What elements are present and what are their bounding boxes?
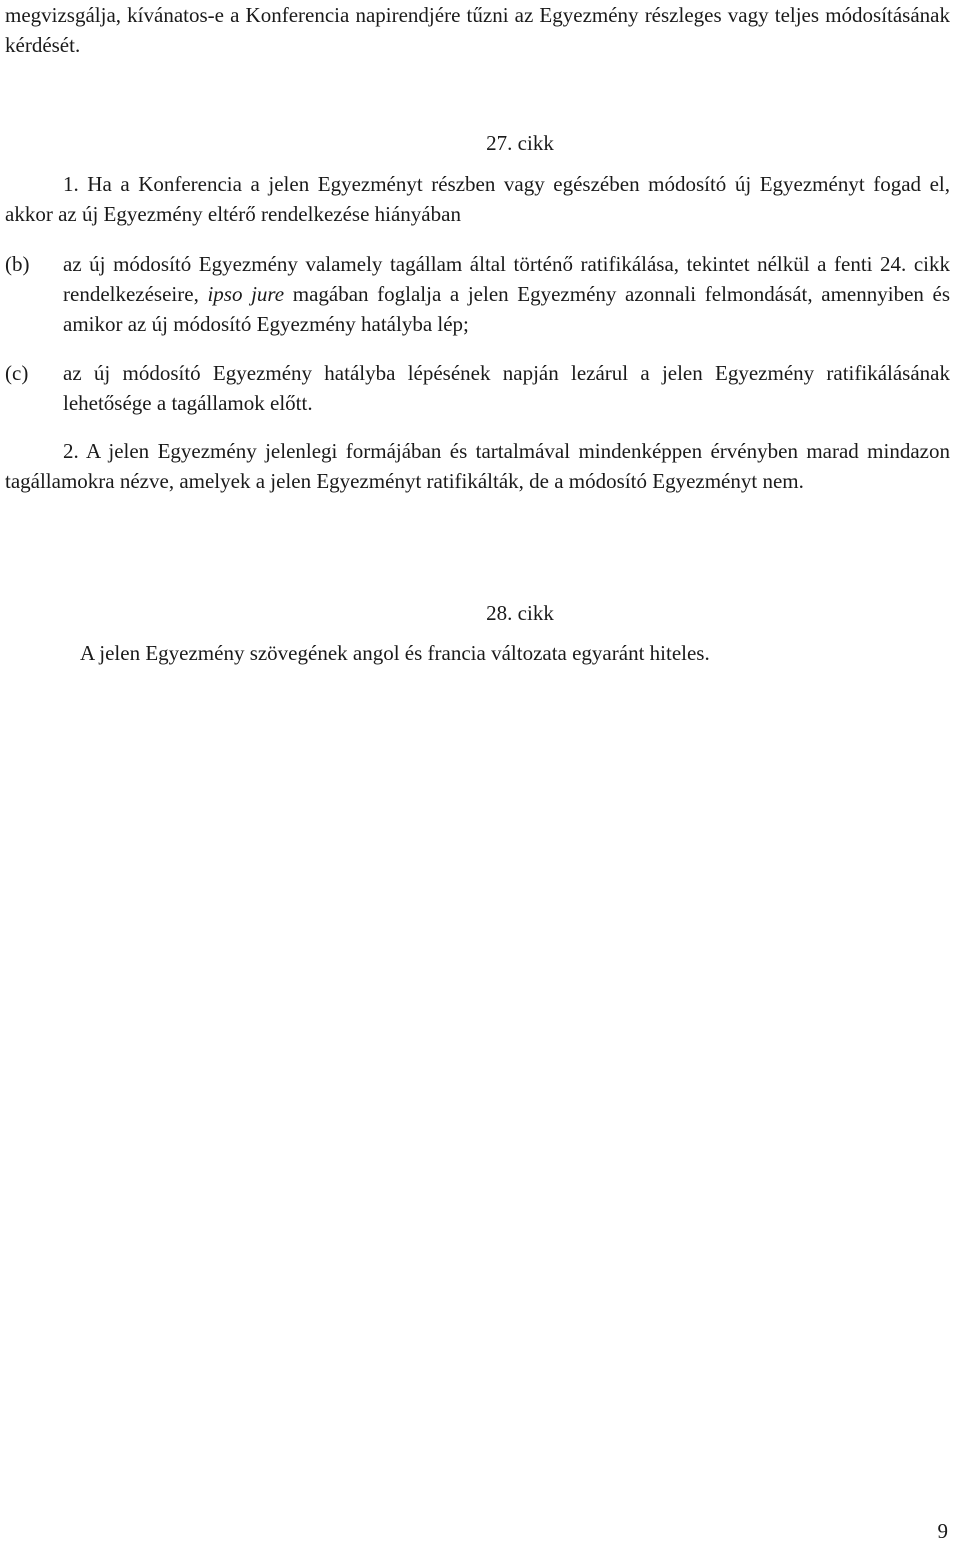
article-27-heading: 27. cikk — [486, 131, 554, 155]
page-number: 9 — [937, 1519, 948, 1543]
italic-phrase: ipso jure — [207, 282, 285, 306]
article-28-heading: 28. cikk — [486, 601, 554, 625]
list-item-text-after: magában foglalja a jelen Egyezmény azonnali felmondását, amennyiben és amikor az új módosító Egyezmény hatályba lép; — [63, 282, 951, 336]
list-item-text-before: az új módosító Egyezmény valamely tagállam által történő ratifikálása, tekintet nélkül a fenti 24. cikk rendelkezéseire, — [63, 252, 950, 306]
article-27-paragraph-1: 1. Ha a Konferencia a jelen Egyezményt részben vagy egészében módosító új Egyezményt fogad el, akkor az új Egyezmény eltérő rendelkezése hiányában — [5, 172, 950, 226]
list-item-label: (b) — [5, 252, 30, 276]
article-27-paragraph-2: 2. A jelen Egyezmény jelenlegi formájában és tartalmával mindenképpen érvényben marad mindazon tagállamokra nézve, amelyek a jelen Egyezményt ratifikálták, de a módosító Egyezményt nem. — [5, 439, 950, 493]
list-item-text — [63, 249, 950, 339]
list-item-b — [5, 249, 950, 339]
article-28-text: A jelen Egyezmény szövegének angol és francia változata egyaránt hiteles. — [80, 641, 710, 665]
list-item-label: (c) — [5, 361, 29, 385]
list-item-text: az új módosító Egyezmény hatályba lépésének napján lezárul a jelen Egyezmény ratifikálásának lehetősége a tagállamok előtt. — [63, 361, 950, 415]
intro-paragraph: megvizsgálja, kívánatos-e a Konferencia napirendjére tűzni az Egyezmény részleges vagy teljes módosításának kérdését. — [5, 3, 950, 57]
list-item-c — [5, 358, 950, 418]
